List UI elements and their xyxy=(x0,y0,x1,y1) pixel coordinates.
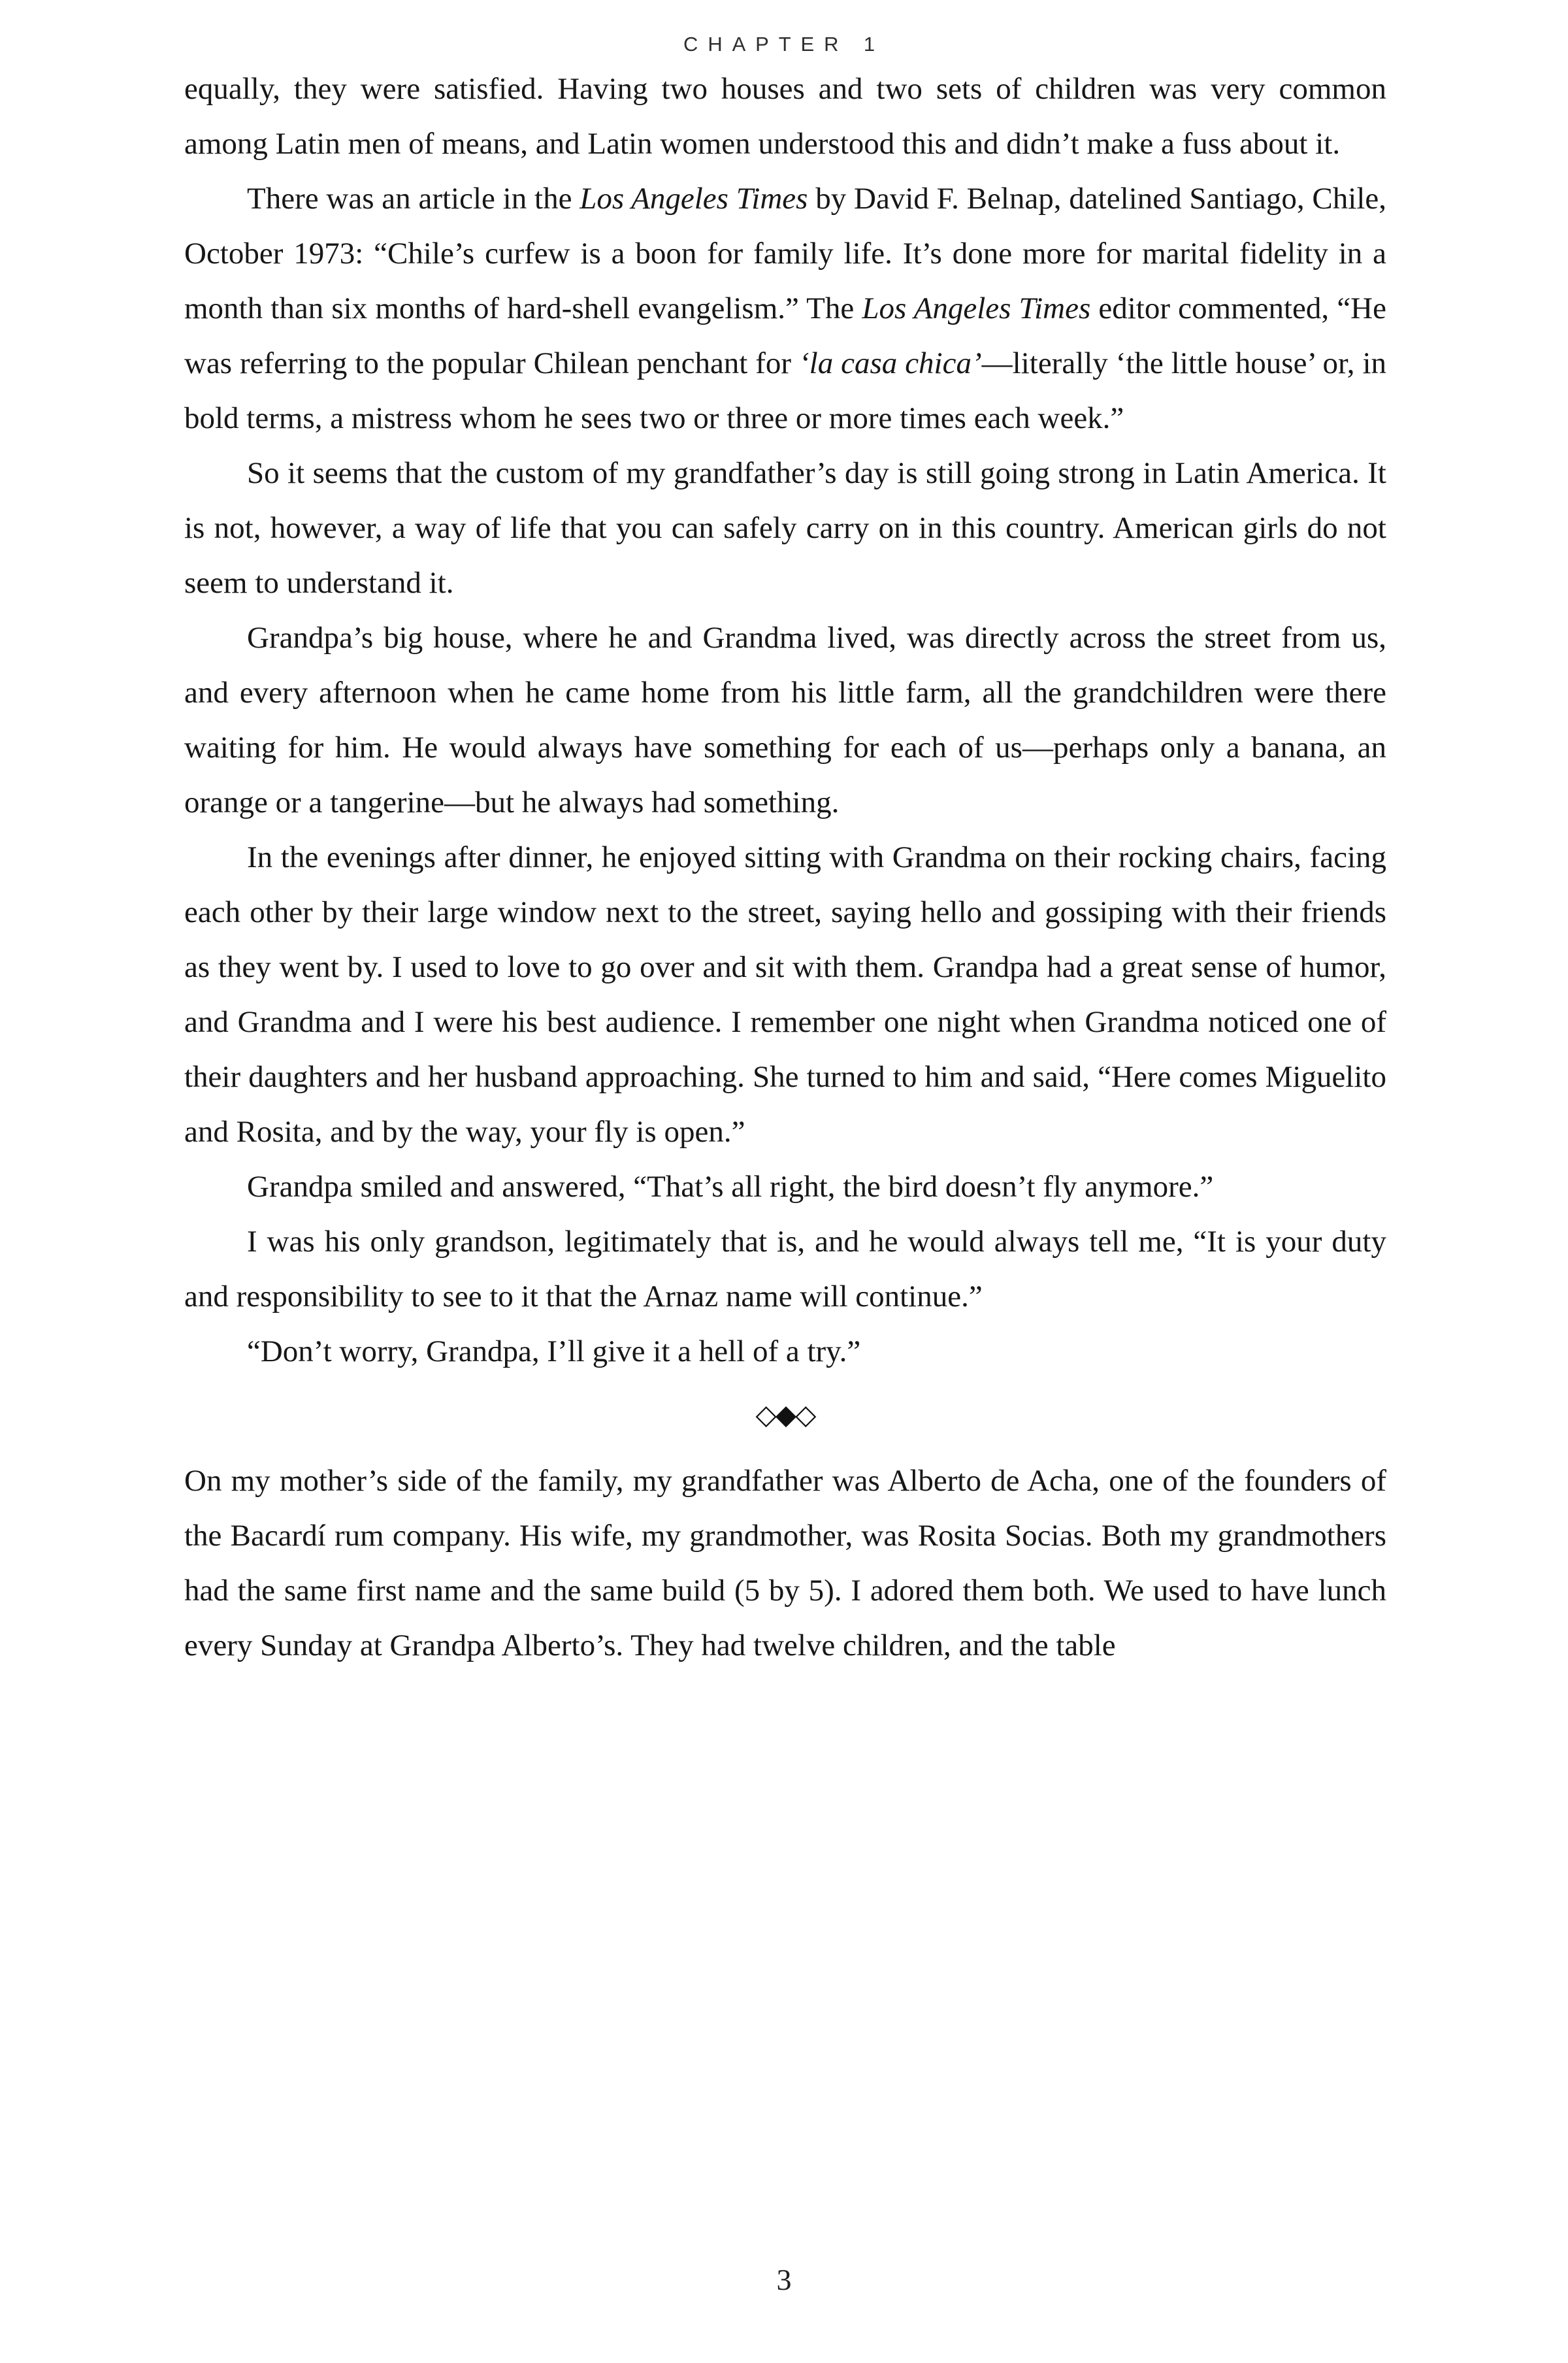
paragraph xyxy=(184,610,1386,830)
paragraph xyxy=(184,1453,1386,1673)
paragraph xyxy=(184,830,1386,1159)
text-run: So it seems that the custom of my grandfather’s day is still going strong in Latin America. It is not, however, a way of life that you can safely carry on in this country. American girls do not seem to understand it. xyxy=(184,456,1386,600)
paragraph xyxy=(184,61,1386,171)
text-run: In the evenings after dinner, he enjoyed sitting with Grandma on their rocking chairs, facing each other by their large window next to the street, saying hello and gossiping with their friends as they went by. I used to love to go over and sit with them. Grandpa had a great sense of humor, and Grandma and I were his best audience. I remember one night when Grandma noticed one of their daughters and her husband approaching. She turned to him and said, “Here comes Miguelito and Rosita, and by the way, your fly is open.” xyxy=(184,840,1386,1149)
paragraph xyxy=(184,1159,1386,1214)
chapter-header: CHAPTER 1 xyxy=(683,33,885,56)
text-run: I was his only grandson, legitimately that is, and he would always tell me, “It is your duty and responsibility to see to it that the Arnaz name will continue.” xyxy=(184,1225,1386,1314)
text-run: by David F. Belnap, datelined Santiago, Chile, October 1973: “Chile’s curfew is a boon for family life. It’s done more for marital fidelity in a month than six months of hard-shell evangelism.” The xyxy=(184,182,1386,325)
paragraph xyxy=(184,1214,1386,1324)
paragraph xyxy=(184,446,1386,610)
text-run: Grandpa’s big house, where he and Grandma lived, was directly across the street from us, and every afternoon when he came home from his little farm, all the grandchildren were there waiting for him. He would always have something for each of us—perhaps only a banana, an orange or a tangerine—but he always had something. xyxy=(184,621,1386,819)
paragraph xyxy=(184,171,1386,446)
text-run: On my mother’s side of the family, my grandfather was Alberto de Acha, one of the founders of the Bacardí rum company. His wife, my grandmother, was Rosita Socias. Both my grandmothers had the same first name and the same build (5 by 5). I adored them both. We used to have lunch every Sunday at Grandpa Alberto’s. They had twelve children, and the table xyxy=(184,1464,1386,1662)
text-run: There was an article in the xyxy=(247,182,580,216)
page-number: 3 xyxy=(776,2263,792,2296)
section-after-break xyxy=(184,1453,1386,1673)
italic-text-run: Los Angeles Times xyxy=(580,182,808,216)
italic-text-run: ‘la casa chica’ xyxy=(799,346,982,380)
text-run: “Don’t worry, Grandpa, I’ll give it a hell of a try.” xyxy=(247,1334,861,1368)
italic-text-run: Los Angeles Times xyxy=(862,291,1091,325)
paragraph xyxy=(184,1324,1386,1379)
text-run: —literally ‘the little house’ or, in bold terms, a mistress whom he sees two or three or more times each week.” xyxy=(184,346,1387,435)
text-run: equally, they were satisfied. Having two houses and two sets of children was very common among Latin men of means, and Latin women understood this and didn’t make a fuss about it. xyxy=(184,72,1386,161)
section-before-break xyxy=(184,61,1386,1379)
text-block xyxy=(184,61,1386,1673)
text-run: editor commented, “He was referring to the popular Chilean penchant for xyxy=(184,291,1386,380)
text-run: Grandpa smiled and answered, “That’s all right, the bird doesn’t fly anymore.” xyxy=(247,1170,1214,1204)
section-break-ornament-icon: ◇◆◇ xyxy=(755,1400,815,1430)
